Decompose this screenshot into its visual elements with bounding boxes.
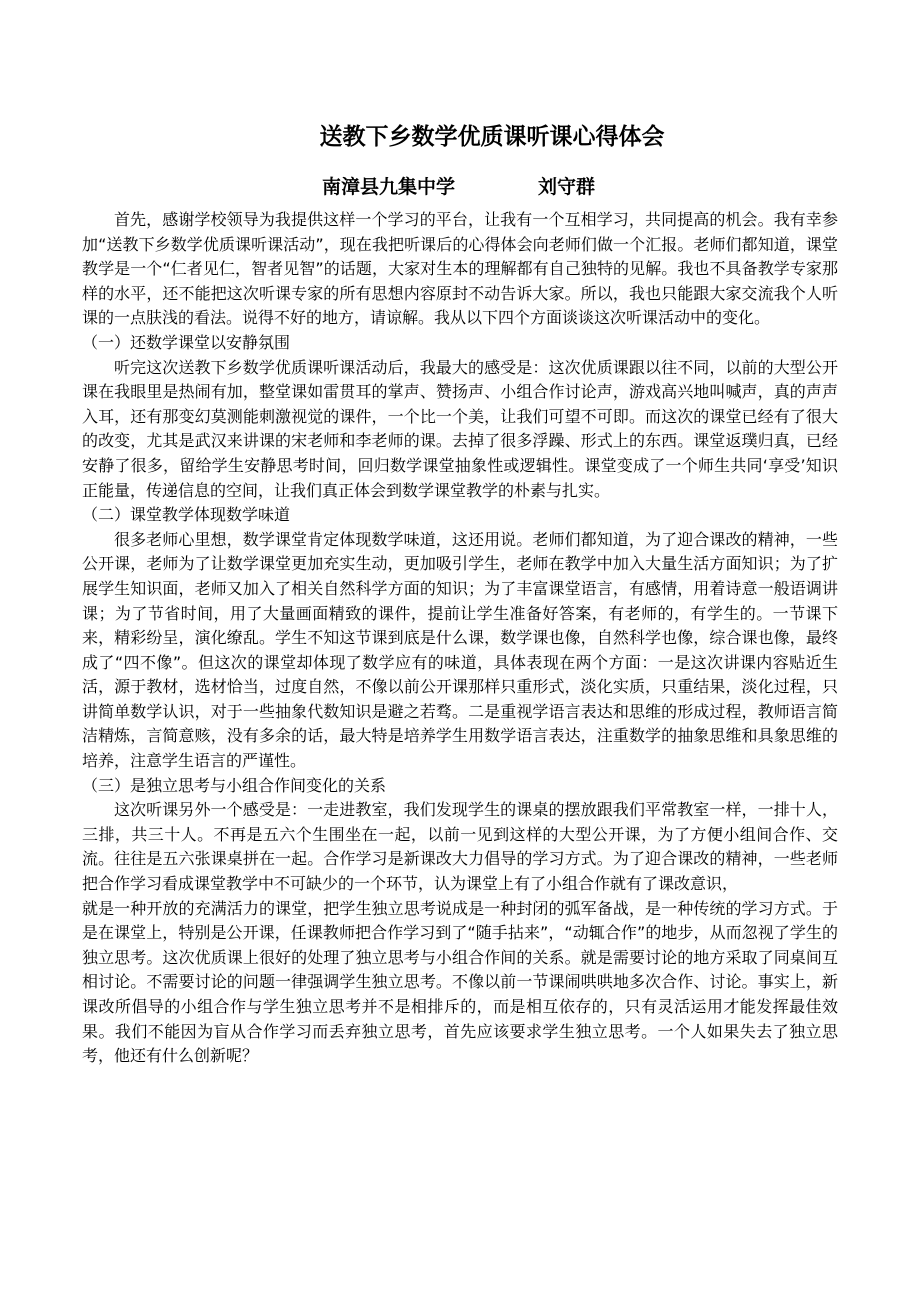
section-heading-2: （二）课堂教学体现数学味道 xyxy=(82,505,291,525)
document-body xyxy=(82,208,838,1069)
section-paragraph-3b: 就是一种开放的充满活力的课堂，把学生独立思考说成是一种封闭的弧军备战，是一种传统的学习方式。于是在课堂上，特别是公开课，任课教师把合作学习到了“随手拈来”，“动辄合作”的地步，从而忽视了学生的独立思考。这次优质课上很好的处理了独立思考与小组合作间的关系。就是需要讨论的地方采取了同桌间互相讨论。不需要讨论的问题一律强调学生独立思考。不像以前一节课闹哄哄地多次合作、讨论。事实上，新课改所倡导的小组合作与学生独立思考并不是相排斥的，而是相互依存的，只有灵活运用才能发挥最佳效果。我们不能因为盲从合作学习而丢弃独立思考，首先应该要求学生独立思考。一个人如果失去了独立思考，他还有什么创新呢？ xyxy=(82,898,838,1066)
section-paragraph-2: 很多老师心里想，数学课堂肯定体现数学味道，这还用说。老师们都知道，为了迎合课改的精神，一些公开课，老师为了让数学课堂更加充实生动，更加吸引学生，老师在教学中加入大量生活方面知识；为了扩展学生知识面，老师又加入了相关自然科学方面的知识；为了丰富课堂语言，有感情，用着诗意一般语调讲课；为了节省时间，用了大量画面精致的课件，提前让学生准备好答案，有老师的，有学生的。一节课下来，精彩纷呈，演化缭乱。学生不知这节课到底是什么课，数学课也像，自然科学也像，综合课也像，最终成了“四不像”。但这次的课堂却体现了数学应有的味道，具体表现在两个方面：一是这次讲课内容贴近生活，源于教材，选材恰当，过度自然，不像以前公开课那样只重形式，淡化实质，只重结果，淡化过程，只讲简单数学认识，对于一些抽象代数知识是避之若骛。二是重视学语言表达和思维的形成过程，教师语言简洁精炼，言简意赅，没有多余的话，最大特是培养学生用数学语言表达，注重数学的抽象思维和具象思维的培养，注意学生语言的严谨性。 xyxy=(82,529,838,771)
school-name: 南漳县九集中学 xyxy=(322,176,456,198)
byline xyxy=(0,172,920,202)
document-title: 送教下乡数学优质课听课心得体会 xyxy=(319,124,665,150)
author-name: 刘守群 xyxy=(538,176,596,198)
section-paragraph-1: 听完这次送教下乡数学优质课听课活动后，我最大的感受是：这次优质课跟以往不同，以前的大型公开课在我眼里是热闹有加，整堂课如雷贯耳的掌声、赞扬声、小组合作讨论声，游戏高兴地叫喊声，真的声声入耳，还有那变幻莫测能刺激视觉的课件，一个比一个美，让我们可望不可即。而这次的课堂已经有了很大的改变，尤其是武汉来讲课的宋老师和李老师的课。去掉了很多浮躁、形式上的东西。课堂返璞归真，已经安静了很多，留给学生安静思考时间，回归数学课堂抽象性或逻辑性。课堂变成了一个师生共同‘享受’知识正能量，传递信息的空间，让我们真正体会到数学课堂教学的朴素与扎实。 xyxy=(82,357,838,500)
section-heading-1: （一）还数学课堂以安静氛围 xyxy=(82,332,291,352)
intro-paragraph: 首先，感谢学校领导为我提供这样一个学习的平台，让我有一个互相学习，共同提高的机会。我有幸参加“送教下乡数学优质课听课活动”，现在我把听课后的心得体会向老师们做一个汇报。老师们都知道，课堂教学是一个“仁者见仁，智者见智”的话题，大家对生本的理解都有自己独特的见解。我也不具备教学专家那样的水平，还不能把这次听课专家的所有思想内容原封不动告诉大家。所以，我也只能跟大家交流我个人听课的一点肤浅的看法。说得不好的地方，请谅解。我从以下四个方面谈谈这次听课活动中的变化。 xyxy=(82,210,838,328)
section-paragraph-3a: 这次听课另外一个感受是：一走进教室，我们发现学生的课桌的摆放跟我们平常教室一样，一排十人，三排，共三十人。不再是五六个生围坐在一起，以前一见到这样的大型公开课，为了方便小组间合作、交流。往往是五六张课桌拼在一起。合作学习是新课改大力倡导的学习方式。为了迎合课改的精神，一些老师把合作学习看成课堂教学中不可缺少的一个环节，认为课堂上有了小组合作就有了课改意识， xyxy=(82,800,838,894)
section-heading-3: （三）是独立思考与小组合作间变化的关系 xyxy=(82,775,387,795)
